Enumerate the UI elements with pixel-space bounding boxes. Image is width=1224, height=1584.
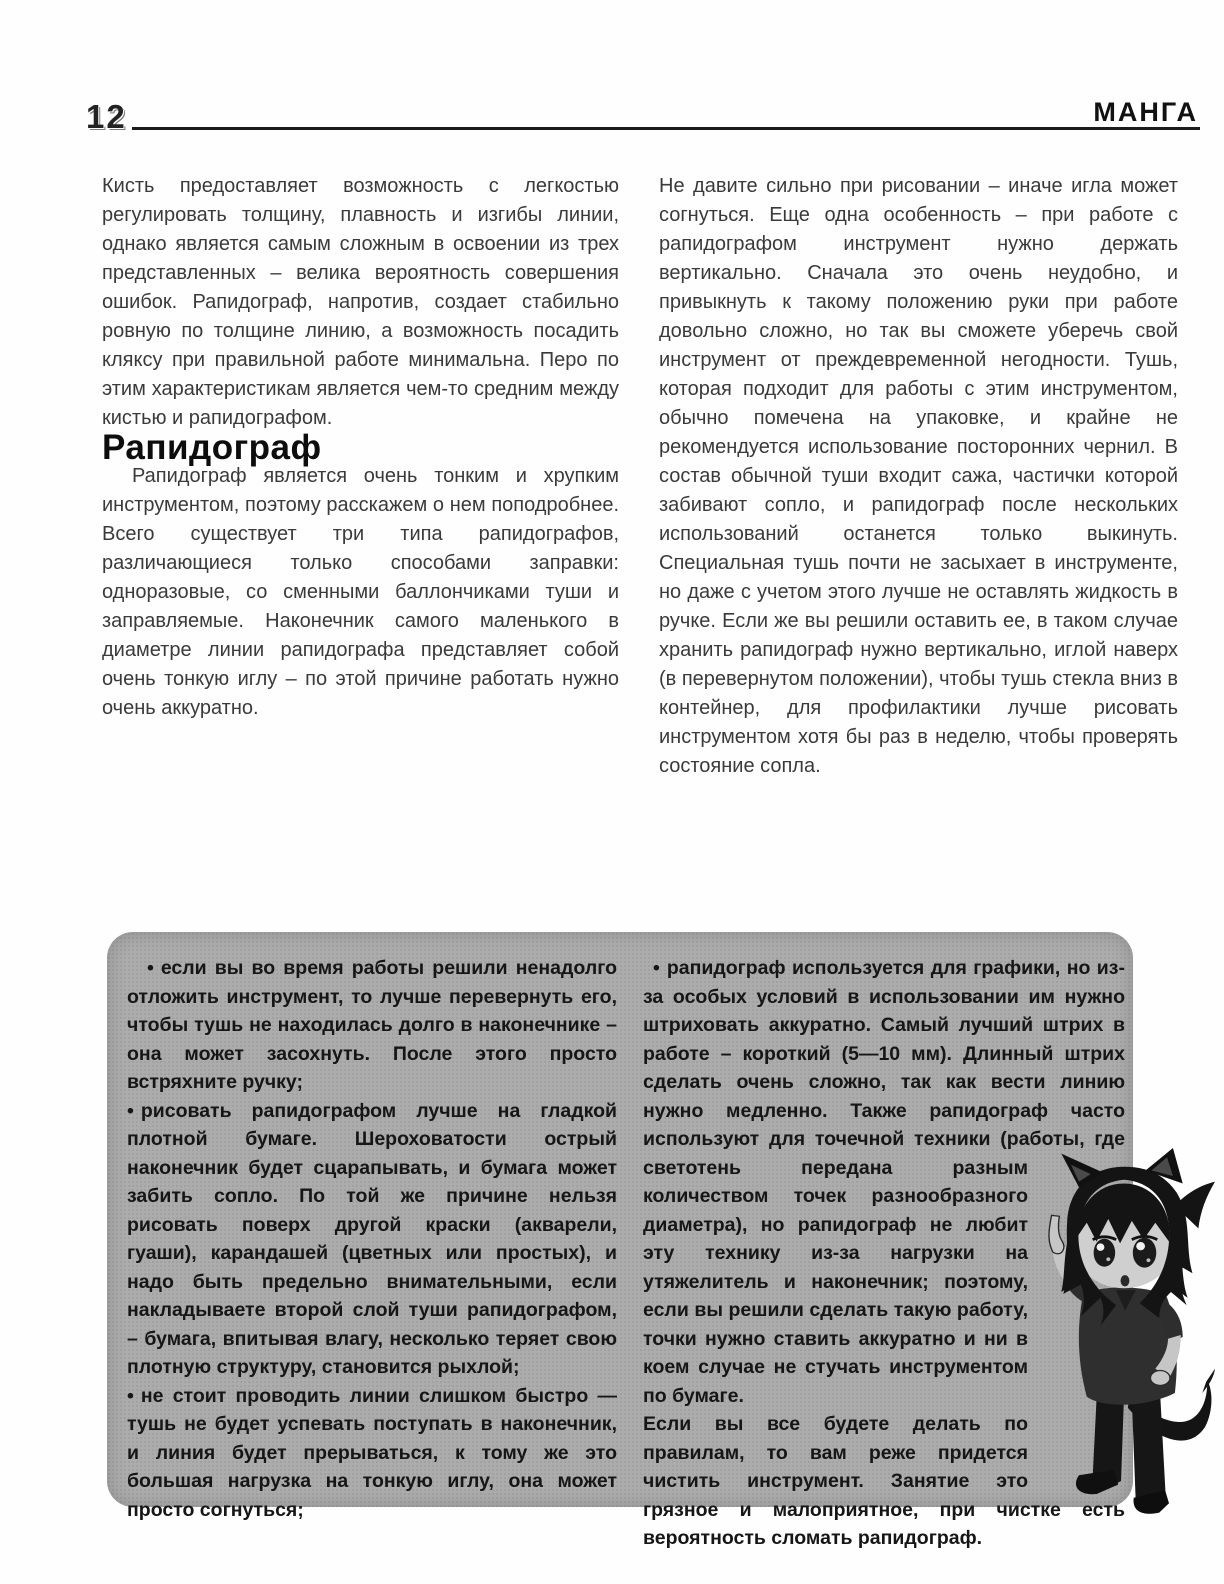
tips-closing-paragraph: Если вы все будете делать по правилам, то вам реже придется чистить инструмент. Занятие это грязное и малоприятное, при чистке есть вероятность сломать рапидограф. [643,1413,1125,1549]
tip-item [127,1382,617,1525]
tip-item [127,1097,617,1382]
section-paragraph: Рапидограф является очень тонким и хрупким инструментом, поэтому расскажем о нем поподробнее. Всего существует три типа рапидографов, различающиеся только способами заправки: одноразовые, со сменными баллончиками туши и заправляемые. Наконечник самого маленького в диаметре линии рапидографа представляет собой очень тонкую иглу – по этой причине работать нужно очень аккуратно. [102,465,619,719]
bullet-icon: • [127,1099,134,1122]
tip-text: не стоит проводить линии слишком быстро — тушь не будет успевать поступать в наконечник, и линия будет прерываться, к тому же это большая нагрузка на тонкую иглу, она может просто согнуться; [127,1384,617,1521]
bullet-icon: • [653,957,660,979]
header-title: МАНГА [1093,97,1198,127]
page-number: 12 [86,98,127,135]
intro-paragraph: Кисть предоставляет возможность с легкостью регулировать толщину, плавность и изгибы линии, однако является самым сложным в освоении из трех представленных – велика вероятность совершения ошибок. Рапидограф, напротив, создает стабильно ровную по толщине линию, а возможность посадить кляксу при правильной работе минимальна. Перо по этим характеристикам является чем-то средним между кистью и рапидографом. [102,175,619,429]
tip-text: если вы во время работы решили ненадолго отложить инструмент, то лучше перевернуть его, чтобы тушь не находилась долго в наконечнике – она может засохнуть. После этого просто встряхните ручку; [127,957,617,1093]
tips-box-left-column [127,954,617,1524]
right-column [659,172,1178,781]
tips-box [107,932,1133,1549]
header-rule [132,127,1200,130]
right-column-paragraph: Не давите сильно при рисовании – иначе игла может согнуться. Еще одна особенность – при работе с рапидографом инструмент нужно держать вертикально. Сначала это очень неудобно, и привыкнуть к такому положению руки при работе довольно сложно, но так вы сможете уберечь свой инструмент от преждевременной негодности. Тушь, которая подходит для работы с этим инструментом, обычно помечена на упаковке, и крайне не рекомендуется использование посторонних чернил. В состав обычной туши входит сажа, частички которой забивают сопло, и рапидограф после нескольких использований останется только выкинуть. Специальная тушь почти не засыхает в инструменте, но даже с учетом этого лучше не оставлять жидкость в ручке. Если же вы решили оставить ее, в таком случае хранить рапидограф нужно вертикально, иглой наверх (в перевернутом положении), чтобы тушь стекла вниз в контейнер, для профилактики лучше рисовать инструментом хотя бы раз в неделю, чтобы проверять состояние сопла. [659,175,1178,777]
tip-text: рисовать рапидографом лучше на гладкой плотной бумаге. Шероховатости острый наконечник будет сцарапывать, и бумага может забить сопло. По той же причине нельзя рисовать поверх другой краски (акварели, гуаши), карандашей (цветных или простых), и надо быть предельно внимательными, если накладываете второй слой туши рапидографом, – бумага, впитывая влагу, несколько теряет свою плотную структуру, становится рыхлой; [127,1099,617,1378]
section-heading: Рапидограф [102,428,322,467]
left-column [102,172,619,723]
bullet-icon: • [127,1384,134,1407]
tip-text: рапидограф используется для графики, но из-за особых условий в использовании им нужно штриховать аккуратно. Самый лучший штрих в работе – короткий (5—10 мм). Длинный штрих сделать очень сложно, так как вести линию нужно медленно. Также рапидограф часто используют для точечной техники (работы, где светотень передана разным количеством точек разнообразного диаметра), но рапидограф не любит эту технику из-за нагрузки на утяжелитель и наконечник; поэтому, если вы решили сделать такую работу, точки нужно ставить аккуратно и ни в коем случае не стучать инструментом по бумаге. [643,957,1125,1407]
chibi-catgirl-illustration [1030,1148,1216,1522]
tip-item [127,954,617,1097]
bullet-icon: • [147,957,154,979]
